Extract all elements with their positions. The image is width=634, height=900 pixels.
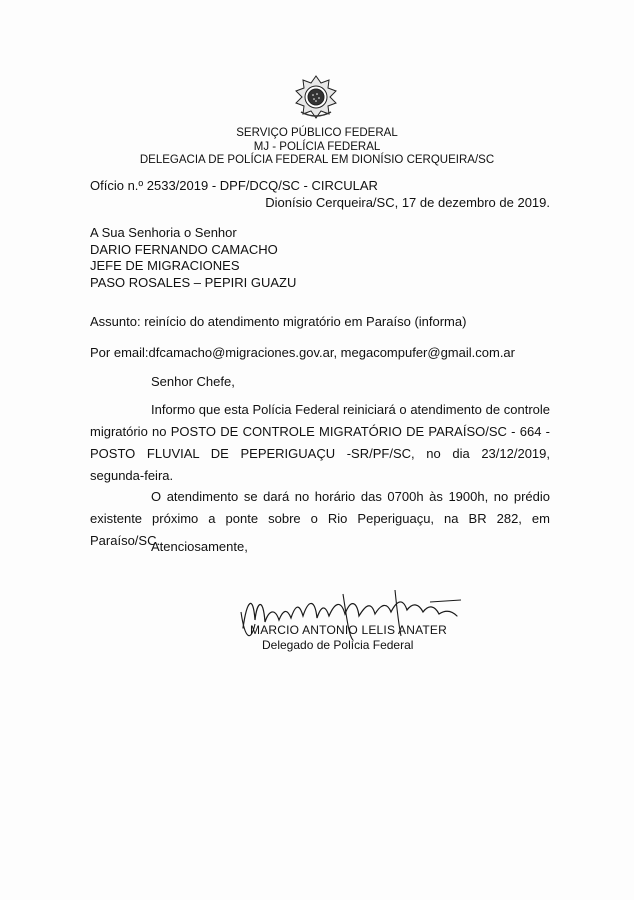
recipient-block — [90, 225, 296, 291]
header-line-2: MJ - POLÍCIA FEDERAL — [253, 140, 381, 153]
subject-line: Assunto: reinício do atendimento migratório em Paraíso (informa) — [90, 314, 467, 329]
header-line-3: DELEGACIA DE POLÍCIA FEDERAL EM DIONÍSIO CERQUEIRA/SC — [139, 154, 495, 166]
body-paragraph-1: Informo que esta Polícia Federal reiniciará o atendimento de controle migratório no POSTO DE CONTROLE MIGRATÓRIO DE PARAÍSO/SC - 664 - POSTO FLUVIAL DE PEPERIGUAÇU -SR/PF/SC, no dia 23/12/2019, segunda-feira. — [90, 402, 550, 483]
letterhead — [0, 127, 634, 168]
recipient-title: JEFE DE MIGRACIONES — [90, 258, 240, 273]
header-line-1: SERVIÇO PÚBLICO FEDERAL — [236, 127, 398, 139]
recipient-location: PASO ROSALES – PEPIRI GUAZU — [90, 274, 297, 290]
recipient-line-1: A Sua Senhoria o Senhor — [90, 225, 237, 240]
signatory-role: Delegado de Polícia Federal — [262, 638, 414, 652]
closing: Atenciosamente, — [151, 539, 248, 554]
signatory-name: MARCIO ANTONIO LELIS ANATER — [250, 623, 448, 637]
body-paragraph-2: O atendimento se dará no horário das 0700h às 1900h, no prédio existente próximo a ponte sobre o Rio Peperiguaçu, na BR 282, em Paraíso/SC. — [90, 489, 550, 548]
oficio-number: Ofício n.º 2533/2019 - DPF/DCQ/SC - CIRCULAR — [90, 178, 378, 193]
email-line: Por email:dfcamacho@migraciones.gov.ar, megacompufer@gmail.com.ar — [90, 345, 515, 360]
salutation: Senhor Chefe, — [151, 374, 235, 389]
recipient-name: DARIO FERNANDO CAMACHO — [90, 241, 278, 257]
coat-of-arms-icon — [293, 74, 339, 120]
place-and-date: Dionísio Cerqueira/SC, 17 de dezembro de 2019. — [265, 195, 550, 210]
